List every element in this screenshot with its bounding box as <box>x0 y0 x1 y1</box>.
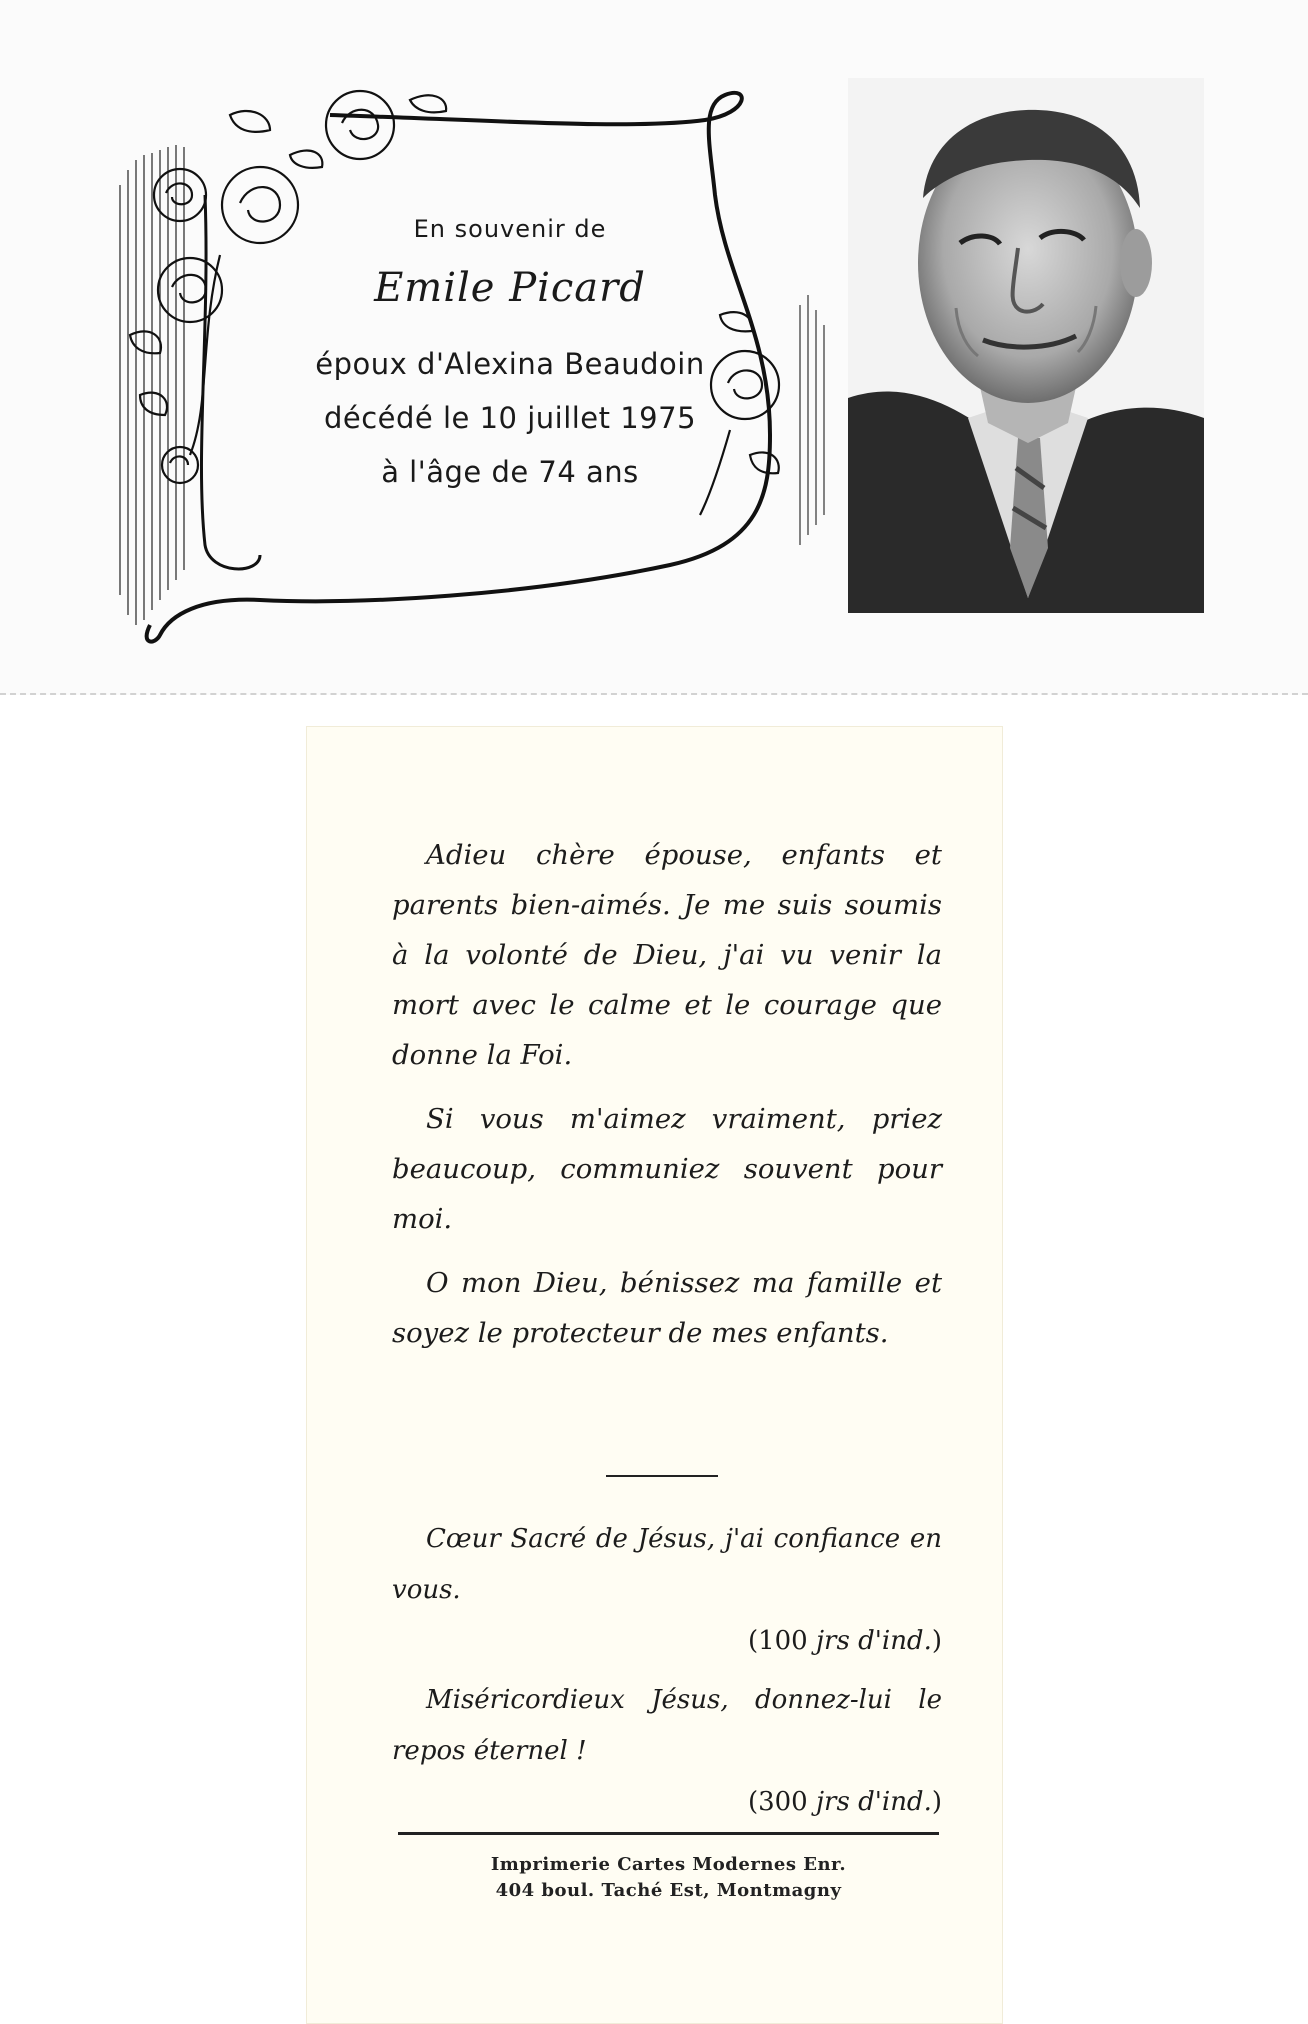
short-divider <box>606 1475 718 1477</box>
intro-line: En souvenir de <box>413 215 607 243</box>
printer-name: Imprimerie Cartes Modernes Enr. <box>490 1854 847 1875</box>
memorial-card-front <box>0 0 1308 695</box>
spouse-line: époux d'Alexina Beaudoin <box>315 347 705 381</box>
death-date-line: décédé le 10 juillet 1975 <box>323 401 697 435</box>
prayers-block <box>392 1514 942 1828</box>
verse-paragraph-2: Si vous m'aimez vraiment, priez beaucoup, communiez souvent pour moi. <box>392 1103 942 1235</box>
printer-address: 404 boul. Taché Est, Montmagny <box>495 1880 842 1901</box>
verse-paragraph-1: Adieu chère épouse, enfants et parents bien-aimés. Je me suis soumis à la volonté de Dieu, j'ai vu venir la mort avec le calme et le courage que donne la Foi. <box>392 839 942 1071</box>
age-line: à l'âge de 74 ans <box>381 455 639 489</box>
indulgence-100: (100 jrs d'ind.) <box>747 1626 942 1656</box>
memorial-card-back <box>306 726 1003 2024</box>
long-divider <box>398 1832 939 1835</box>
memorial-text-block <box>230 215 790 499</box>
printer-credit <box>398 1852 939 1904</box>
deceased-name: Emile Picard <box>374 265 646 311</box>
prayer-merciful-jesus: Miséricordieux Jésus, donnez-lui le repos éternel ! <box>392 1685 942 1766</box>
prayer-sacred-heart: Cœur Sacré de Jésus, j'ai confiance en vous. <box>392 1524 942 1605</box>
verse-paragraph-3: O mon Dieu, bénissez ma famille et soyez le protecteur de mes enfants. <box>392 1267 942 1349</box>
indulgence-300: (300 jrs d'ind.) <box>747 1787 942 1817</box>
portrait-photo <box>848 78 1204 613</box>
farewell-verse <box>392 830 942 1372</box>
